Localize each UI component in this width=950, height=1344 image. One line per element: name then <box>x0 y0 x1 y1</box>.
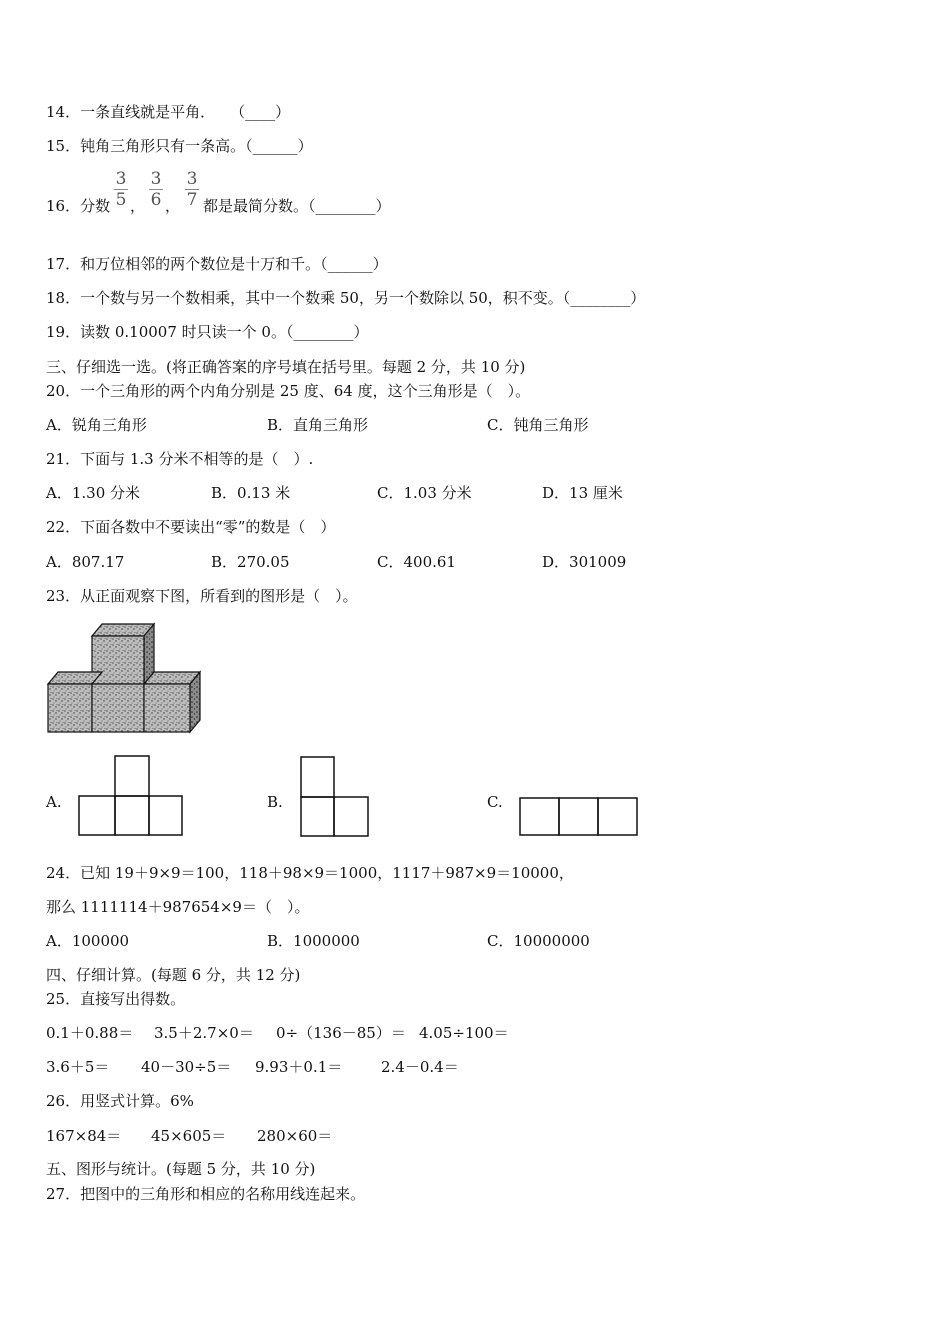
q25-row2-item-3: 9.93＋0.1＝ <box>255 1058 343 1076</box>
question-17: 17．和万位相邻的两个数位是十万和千。（______） <box>46 255 388 273</box>
question-14: 14．一条直线就是平角． （____） <box>46 103 291 121</box>
section-3-heading: 三、仔细选一选。(将正确答案的序号填在括号里。每题 2 分，共 10 分) <box>46 358 526 376</box>
question-16-prefix: 16．分数 <box>46 197 111 215</box>
q24-option-b: B．1000000 <box>267 932 360 950</box>
question-18: 18．一个数与另一个数相乘，其中一个数乘 50，另一个数除以 50，积不变。（________） <box>46 289 646 307</box>
question-22-stem: 22．下面各数中不要读出“零”的数是（ ） <box>46 518 336 536</box>
q22-option-c: C．400.61 <box>377 553 456 571</box>
q23-option-b-figure <box>299 756 371 838</box>
middle-cube-front-face <box>92 684 144 732</box>
question-26-stem: 26．用竖式计算。6% <box>46 1092 194 1110</box>
q24-option-a: A．100000 <box>46 932 130 950</box>
question-25-stem: 25．直接写出得数。 <box>46 990 186 1008</box>
q24-option-c: C．10000000 <box>487 932 590 950</box>
question-15: 15．钝角三角形只有一条高。（______） <box>46 137 313 155</box>
q26-item-1: 167×84＝ <box>46 1127 122 1145</box>
fraction-2-numerator: 3 <box>150 169 162 189</box>
q25-row1-item-3: 0÷（136－85）＝ <box>276 1024 406 1042</box>
section-5-heading: 五、图形与统计。(每题 5 分，共 10 分) <box>46 1160 316 1178</box>
left-cube-front-face <box>48 684 92 732</box>
q20-option-a: A．锐角三角形 <box>46 416 147 434</box>
cube-stack-figure <box>46 620 206 738</box>
q23-option-a-figure <box>77 755 185 837</box>
q23-option-b-label: B. <box>267 793 283 811</box>
q25-row2-item-2: 40－30÷5＝ <box>141 1058 232 1076</box>
question-24-stem-1: 24．已知 19＋9×9＝100，118＋98×9＝1000，1117＋987×9＝10000， <box>46 864 574 882</box>
question-16-suffix: 都是最简分数。（________） <box>203 197 391 215</box>
q21-option-c: C．1.03 分米 <box>377 484 472 502</box>
question-21-stem: 21．下面与 1.3 分米不相等的是（ ）. <box>46 450 314 468</box>
q25-row2-item-4: 2.4－0.4＝ <box>381 1058 459 1076</box>
right-cube-front-face <box>144 684 190 732</box>
fraction-2-separator: ， <box>165 197 181 215</box>
q26-item-2: 45×605＝ <box>151 1127 227 1145</box>
q25-row1-item-2: 3.5＋2.7×0＝ <box>154 1024 254 1042</box>
question-20-stem: 20．一个三角形的两个内角分别是 25 度、64 度，这个三角形是（ ）。 <box>46 382 531 400</box>
fraction-2-denominator: 6 <box>150 190 162 210</box>
q25-row1-item-4: 4.05÷100＝ <box>419 1024 509 1042</box>
question-23-stem: 23．从正面观察下图，所看到的图形是（ ）。 <box>46 587 358 605</box>
q21-option-b: B．0.13 米 <box>211 484 291 502</box>
q22-option-a: A．807.17 <box>46 553 125 571</box>
q26-item-3: 280×60＝ <box>257 1127 333 1145</box>
question-24-stem-2: 那么 1111114＋987654×9＝（ ）。 <box>46 898 310 916</box>
left-cube-top-face <box>48 672 102 684</box>
top-cube-front-face <box>92 636 144 684</box>
q21-option-d: D．13 厘米 <box>542 484 623 502</box>
fraction-1-separator: ， <box>130 197 146 215</box>
q23-option-a-label: A. <box>46 793 62 811</box>
q25-row2-item-1: 3.6＋5＝ <box>46 1058 110 1076</box>
fraction-3-denominator: 7 <box>186 190 198 210</box>
fraction-3 <box>185 170 199 209</box>
fraction-3-numerator: 3 <box>186 169 198 189</box>
q23-option-c-label: C. <box>487 793 503 811</box>
q21-option-a: A．1.30 分米 <box>46 484 140 502</box>
fraction-1-numerator: 3 <box>115 169 127 189</box>
q23-option-c-figure <box>518 796 640 838</box>
fraction-2 <box>149 170 163 209</box>
question-27: 27．把图中的三角形和相应的名称用线连起来。 <box>46 1185 366 1203</box>
q20-option-c: C．钝角三角形 <box>487 416 589 434</box>
q22-option-d: D．301009 <box>542 553 627 571</box>
section-4-heading: 四、仔细计算。(每题 6 分，共 12 分) <box>46 966 301 984</box>
q22-option-b: B．270.05 <box>211 553 290 571</box>
q20-option-b: B．直角三角形 <box>267 416 369 434</box>
fraction-1-denominator: 5 <box>115 190 127 210</box>
top-cube-top-face <box>92 624 154 636</box>
q25-row1-item-1: 0.1＋0.88＝ <box>46 1024 134 1042</box>
fraction-1 <box>114 170 128 209</box>
question-19: 19．读数 0.10007 时只读一个 0。（________） <box>46 323 369 341</box>
